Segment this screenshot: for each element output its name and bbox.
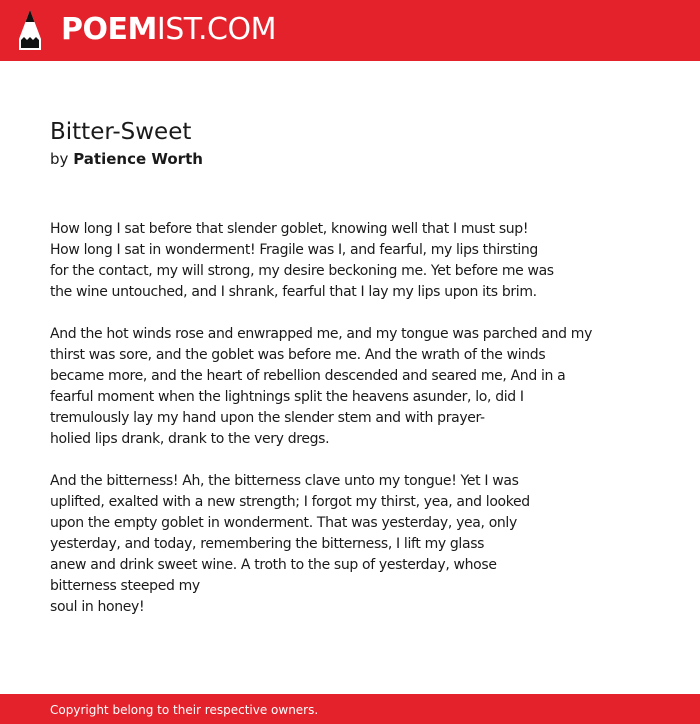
by-label: by — [50, 150, 69, 168]
pencil-tip-icon[interactable] — [18, 9, 42, 51]
poem-line: soul in honey! — [50, 599, 145, 615]
byline — [50, 149, 203, 169]
site-header — [0, 0, 700, 61]
site-logo[interactable] — [61, 12, 276, 48]
poem-line: yesterday, and today, remembering the bitterness, I lift my glass — [50, 536, 485, 552]
poem-title: Bitter-Sweet — [50, 119, 192, 145]
poem-line: the wine untouched, and I shrank, fearful that I lay my lips upon its brim. — [50, 284, 537, 300]
poem-line: thirst was sore, and the goblet was before me. And the wrath of the winds — [50, 347, 546, 363]
poem-line: uplifted, exalted with a new strength; I forgot my thirst, yea, and looked — [50, 494, 530, 510]
poem-line: became more, and the heart of rebellion descended and seared me, And in a — [50, 368, 566, 384]
poem-line: fearful moment when the lightnings split the heavens asunder, lo, did I — [50, 389, 524, 405]
poem-body — [50, 219, 670, 639]
poem-line: tremulously lay my hand upon the slender stem and with prayer- — [50, 410, 485, 426]
poem-line: And the hot winds rose and enwrapped me, and my tongue was parched and my — [50, 326, 593, 342]
stanza — [50, 324, 670, 450]
poem-line: And the bitterness! Ah, the bitterness clave unto my tongue! Yet I was — [50, 473, 519, 489]
logo-light-text: IST.COM — [156, 12, 276, 47]
poem-line: How long I sat before that slender goblet, knowing well that I must sup! — [50, 221, 529, 237]
poem-line: How long I sat in wonderment! Fragile was I, and fearful, my lips thirsting — [50, 242, 538, 258]
poem-line: upon the empty goblet in wonderment. That was yesterday, yea, only — [50, 515, 517, 531]
author-name: Patience Worth — [73, 150, 203, 168]
stanza — [50, 219, 670, 303]
poem-line: for the contact, my will strong, my desire beckoning me. Yet before me was — [50, 263, 554, 279]
logo-bold-text: POEM — [61, 12, 157, 47]
poem-line: anew and drink sweet wine. A troth to the sup of yesterday, whose — [50, 557, 497, 573]
stanza — [50, 471, 670, 618]
site-footer — [0, 694, 700, 724]
poem-line: bitterness steeped my — [50, 578, 200, 594]
poem-line: holied lips drank, drank to the very dregs. — [50, 431, 330, 447]
copyright-notice: Copyright belong to their respective owners. — [50, 703, 319, 717]
